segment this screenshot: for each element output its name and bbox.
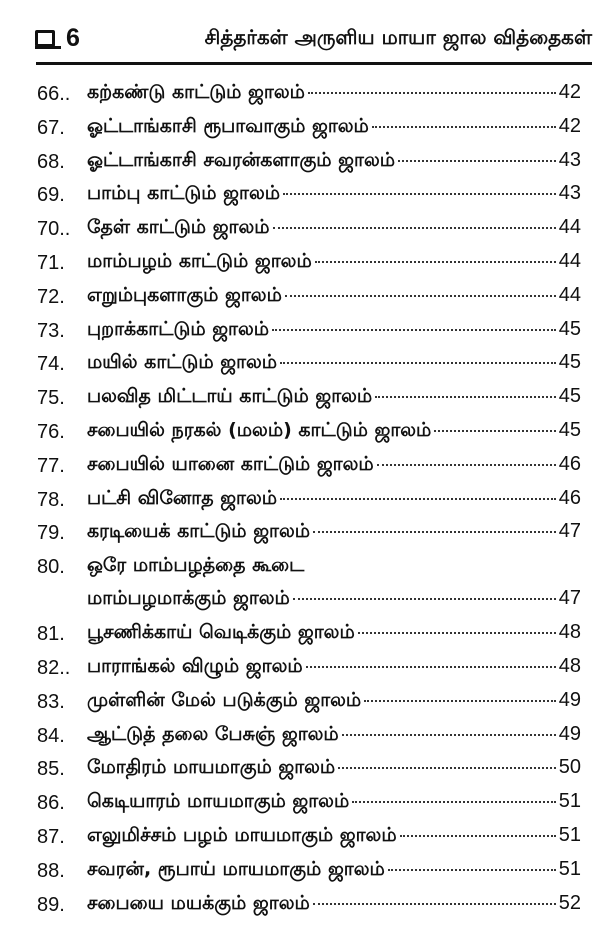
toc-entry (0, 212, 600, 246)
entry-page-number: 51 (558, 790, 581, 813)
entry-line (87, 487, 581, 512)
toc-entry (0, 617, 600, 651)
entry-number: 73. (37, 319, 65, 342)
entry-page-number: 45 (558, 317, 581, 340)
toc-entry (0, 280, 600, 314)
book-title: சித்தர்கள் அருளிய மாயா ஜால வித்தைகள் (204, 25, 592, 49)
toc-entry (0, 246, 600, 280)
dot-leader (283, 193, 556, 195)
entry-number: 71. (37, 251, 65, 274)
entry-line (87, 115, 581, 140)
entry-title: மாம்பழம் காட்டும் ஜாலம் (87, 249, 312, 272)
dot-leader (342, 734, 556, 736)
entry-page-number: 43 (558, 148, 581, 171)
toc-entry (0, 820, 600, 854)
dot-leader (358, 632, 556, 634)
dot-leader (364, 700, 556, 702)
entry-number: 80. (37, 556, 65, 579)
toc-entry (0, 854, 600, 888)
entry-number: 78. (37, 488, 65, 511)
entry-number: 69. (37, 184, 65, 207)
entry-title: பலவித மிட்டாய் காட்டும் ஜாலம் (87, 385, 373, 408)
entry-number: 82.. (37, 656, 71, 679)
entry-title: சவரன், ரூபாய் மாயமாகும் ஜாலம் (87, 857, 385, 880)
entry-line (87, 824, 581, 849)
toc-entry (0, 449, 600, 483)
entry-line (87, 892, 581, 917)
entry-page-number: 44 (558, 283, 581, 306)
entry-page-number: 46 (558, 452, 581, 475)
entry-line (87, 149, 581, 174)
entry-number: 76. (37, 420, 65, 443)
toc-entry (0, 888, 600, 922)
entry-title: எலுமிச்சம் பழம் மாயமாகும் ஜாலம் (87, 823, 397, 846)
entry-title: ஆட்டுத் தலை பேசுஞ் ஜாலம் (87, 722, 339, 745)
entry-page-number: 42 (558, 81, 581, 103)
entry-page-number: 51 (558, 823, 581, 846)
page-number: 6 (66, 24, 80, 52)
book-icon (35, 30, 55, 47)
entry-number: 74. (37, 353, 65, 376)
dot-leader (313, 531, 556, 533)
entry-page-number: 44 (558, 216, 581, 239)
dot-leader (388, 869, 556, 871)
toc-entry (0, 381, 600, 415)
entry-line (87, 587, 581, 612)
entry-page-number: 42 (558, 114, 581, 137)
entry-line (87, 182, 581, 207)
toc-entry (0, 111, 600, 145)
dot-leader (272, 329, 556, 331)
entry-page-number: 43 (558, 182, 581, 205)
dot-leader (293, 598, 556, 600)
entry-title: முள்ளின் மேல் படுக்கும் ஜாலம் (87, 688, 362, 711)
entry-line (87, 351, 581, 376)
entry-line (87, 520, 581, 545)
dot-leader (377, 464, 556, 466)
entry-line (87, 723, 581, 748)
entry-line (87, 858, 581, 883)
entry-number: 77. (37, 454, 65, 477)
entry-page-number: 46 (558, 486, 581, 509)
entry-number: 83. (37, 690, 65, 713)
toc-entry (0, 415, 600, 449)
entry-title: பாராங்கல் விழும் ஜாலம் (87, 654, 303, 677)
entry-page-number: 50 (558, 756, 581, 779)
dot-leader (375, 396, 556, 398)
toc-entry (0, 77, 600, 111)
entry-line (87, 790, 581, 815)
entry-page-number: 52 (558, 891, 581, 914)
entry-title: புறாக்காட்டும் ஜாலம் (87, 317, 270, 340)
entry-line (87, 419, 581, 444)
entry-page-number: 47 (558, 587, 581, 610)
entry-title: கற்கண்டு காட்டும் ஜாலம் (87, 81, 305, 103)
dot-leader (398, 160, 556, 162)
entry-line (87, 81, 581, 106)
entry-number: 86. (37, 792, 65, 815)
entry-page-number: 49 (558, 722, 581, 745)
dot-leader (372, 126, 556, 128)
toc-entry (0, 516, 600, 550)
entry-line (87, 250, 581, 275)
entry-title: சபையில் யானை காட்டும் ஜாலம் (87, 452, 374, 475)
entry-title: தேள் காட்டும் ஜாலம் (87, 216, 270, 239)
dot-leader (285, 295, 556, 297)
entry-number: 75. (37, 387, 65, 410)
toc-entry (0, 719, 600, 753)
entry-title: கெடியாரம் மாயமாகும் ஜாலம் (87, 790, 350, 813)
dot-leader (313, 903, 556, 905)
entry-title: பட்சி வினோத ஜாலம் (87, 486, 278, 509)
entry-page-number: 49 (558, 688, 581, 711)
entry-title: பாம்பு காட்டும் ஜாலம் (87, 182, 281, 205)
toc-entry (0, 347, 600, 381)
entry-line (87, 689, 581, 714)
entry-title-line1: ஒரே மாம்பழத்தை கூடை (87, 554, 305, 577)
entry-line (87, 655, 581, 680)
toc-entry (0, 752, 600, 786)
entry-page-number: 45 (558, 351, 581, 374)
entry-page-number: 51 (558, 857, 581, 880)
entry-title: மாம்பழமாக்கும் ஜாலம் (87, 587, 290, 610)
dot-leader (273, 227, 556, 229)
entry-title: ஓட்டாங்காசி சவரன்களாகும் ஜாலம் (87, 148, 396, 171)
dot-leader (434, 430, 555, 432)
entry-line (87, 621, 581, 646)
entry-title: கரடியைக் காட்டும் ஜாலம் (87, 520, 311, 543)
entry-line (87, 385, 581, 410)
entry-number: 84. (37, 724, 65, 747)
entry-title: மோதிரம் மாயமாகும் ஜாலம் (87, 756, 336, 779)
entry-number: 66.. (37, 83, 71, 105)
entry-page-number: 45 (558, 418, 581, 441)
entry-title: எறும்புகளாகும் ஜாலம் (87, 283, 282, 306)
toc-entry (0, 483, 600, 517)
toc-entry (0, 685, 600, 719)
toc-entry (0, 314, 600, 348)
entry-number: 79. (37, 522, 65, 545)
entry-page-number: 45 (558, 385, 581, 408)
entry-number: 70.. (37, 218, 71, 241)
dot-leader (306, 666, 556, 668)
toc-entry (0, 550, 600, 617)
entry-number: 81. (37, 623, 65, 646)
entry-line (87, 284, 581, 309)
dot-leader (352, 801, 556, 803)
entry-number: 67. (37, 116, 65, 139)
toc-entry (0, 786, 600, 820)
dot-leader (280, 498, 556, 500)
entry-title: பூசணிக்காய் வெடிக்கும் ஜாலம் (87, 621, 355, 644)
entry-page-number: 48 (558, 621, 581, 644)
toc-entry (0, 651, 600, 685)
entry-line (87, 216, 581, 241)
table-of-contents (0, 77, 600, 921)
dot-leader (280, 362, 556, 364)
entry-title: சபையில் நரகல் (மலம்) காட்டும் ஜாலம் (87, 418, 432, 441)
dot-leader (338, 767, 556, 769)
page-header (0, 0, 600, 70)
entry-number: 89. (37, 893, 65, 916)
entry-title: ஓட்டாங்காசி ரூபாவாகும் ஜாலம் (87, 114, 369, 137)
entry-number: 85. (37, 758, 65, 781)
entry-title: சபையை மயக்கும் ஜாலம் (87, 891, 310, 914)
dot-leader (400, 835, 556, 837)
header-rule (36, 62, 592, 65)
entry-line (87, 756, 581, 781)
entry-line (87, 318, 581, 343)
entry-number: 68. (37, 150, 65, 173)
entry-page-number: 48 (558, 654, 581, 677)
entry-number: 88. (37, 859, 65, 882)
dot-leader (308, 92, 556, 94)
entry-number: 72. (37, 285, 65, 308)
entry-line (87, 453, 581, 478)
toc-entry (0, 178, 600, 212)
entry-page-number: 44 (558, 249, 581, 272)
toc-entry (0, 145, 600, 179)
dot-leader (315, 261, 556, 263)
entry-number: 87. (37, 825, 65, 848)
entry-page-number: 47 (558, 520, 581, 543)
entry-title: மயில் காட்டும் ஜாலம் (87, 351, 278, 374)
